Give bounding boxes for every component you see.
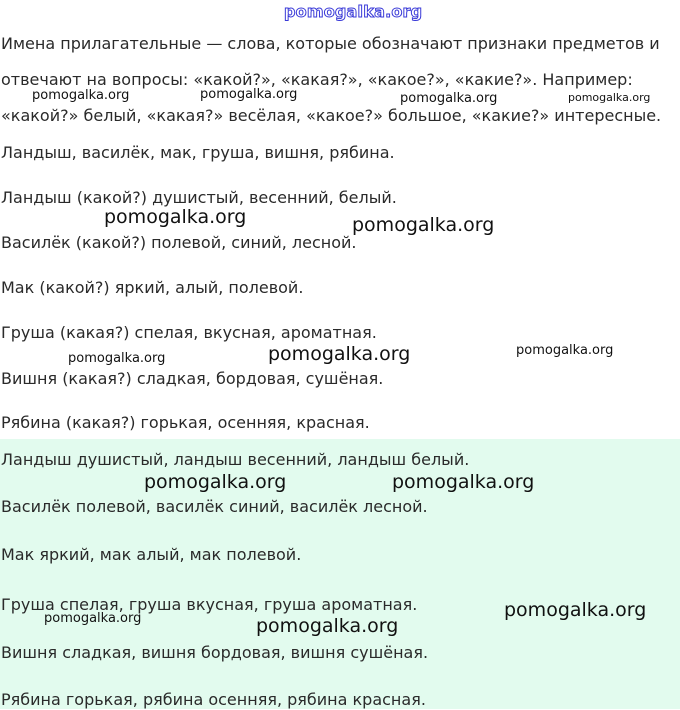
site-watermark-header: pomogalka.org — [284, 2, 423, 21]
intro-line-2: отвечают на вопросы: «какой?», «какая?», «какое?», «какие?». Например: — [1, 70, 633, 89]
watermark: pomogalka.org — [144, 471, 287, 493]
watermark: pomogalka.org — [268, 343, 411, 365]
watermark: pomogalka.org — [68, 351, 166, 366]
intro-line-3: «какой?» белый, «какая?» весёлая, «какое?» большое, «какие?» интересные. — [1, 106, 662, 125]
adjective-line: Ландыш (какой?) душистый, весенний, белый. — [1, 188, 397, 207]
answer-block — [0, 439, 680, 709]
intro-line-1: Имена прилагательные — слова, которые обозначают признаки предметов и — [1, 34, 660, 53]
adjective-line: Василёк (какой?) полевой, синий, лесной. — [1, 233, 357, 252]
watermark: pomogalka.org — [392, 471, 535, 493]
watermark: pomogalka.org — [516, 343, 614, 358]
adjective-line: Мак (какой?) яркий, алый, полевой. — [1, 278, 304, 297]
answer-line: Вишня сладкая, вишня бордовая, вишня сушёная. — [1, 643, 429, 662]
adjective-line: Груша (какая?) спелая, вкусная, ароматная. — [1, 323, 377, 342]
watermark: pomogalka.org — [44, 611, 142, 626]
watermark: pomogalka.org — [32, 88, 130, 103]
answer-line: Мак яркий, мак алый, мак полевой. — [1, 545, 302, 564]
answer-line: Груша спелая, груша вкусная, груша ароматная. — [1, 595, 418, 614]
answer-line: Василёк полевой, василёк синий, василёк лесной. — [1, 497, 428, 516]
words-list: Ландыш, василёк, мак, груша, вишня, рябина. — [1, 143, 395, 162]
watermark: pomogalka.org — [400, 91, 498, 106]
watermark: pomogalka.org — [104, 206, 247, 228]
watermark: pomogalka.org — [256, 615, 399, 637]
watermark: pomogalka.org — [200, 87, 298, 102]
adjective-line: Рябина (какая?) горькая, осенняя, красная. — [1, 413, 370, 432]
watermark: pomogalka.org — [352, 214, 495, 236]
watermark: pomogalka.org — [504, 599, 647, 621]
answer-line: Ландыш душистый, ландыш весенний, ландыш белый. — [1, 450, 470, 469]
adjective-line: Вишня (какая?) сладкая, бордовая, сушёная. — [1, 369, 384, 388]
watermark: pomogalka.org — [568, 91, 651, 104]
answer-line: Рябина горькая, рябина осенняя, рябина красная. — [1, 690, 426, 709]
